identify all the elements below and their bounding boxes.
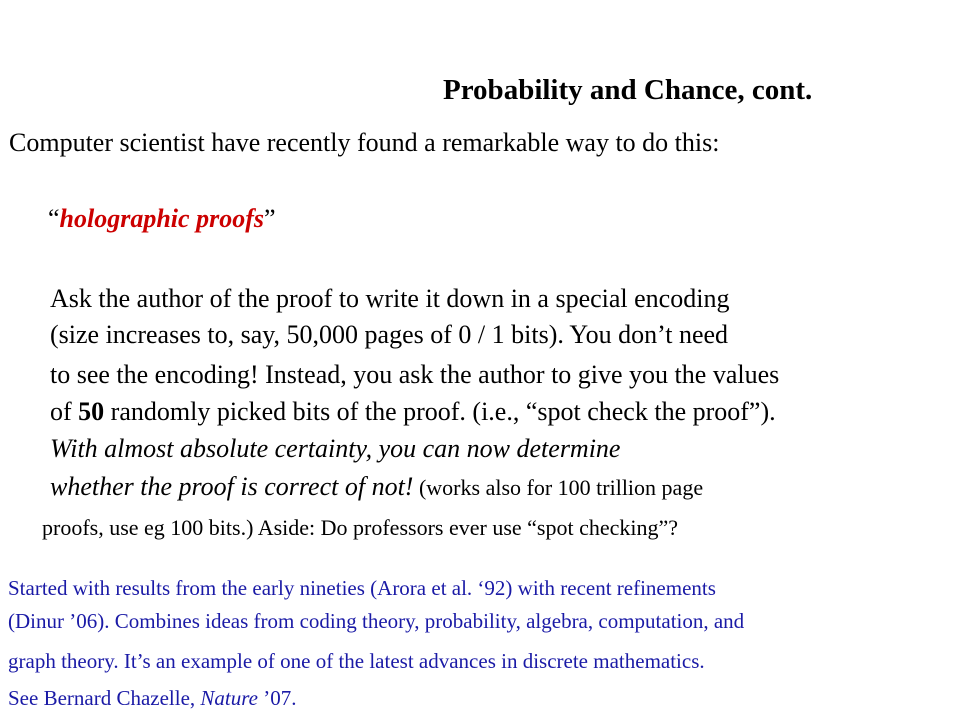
note-line-4-suffix: ’07. [257,686,297,710]
body-line-4-prefix: of [50,397,79,426]
holographic-term: holographic proofs [59,204,264,233]
open-quote: “ [48,204,60,233]
body-line-1: Ask the author of the proof to write it down in a special encoding [50,284,730,313]
body-line-5: With almost absolute certainty, you can now determine [50,434,621,463]
body-line-6-italic: whether the proof is correct of not! [50,472,414,501]
body-line-4-suffix: randomly picked bits of the proof. (i.e., “spot check the proof”). [104,397,776,426]
body-line-2: (size increases to, say, 50,000 pages of 0 / 1 bits). You don’t need [50,320,729,349]
body-line-4 [50,397,776,427]
note-line-3: graph theory. It’s an example of one of the latest advances in discrete mathematics. [8,649,705,673]
note-line-4-prefix: See Bernard Chazelle, [8,686,201,710]
body-line-6 [50,472,703,502]
note-line-2: (Dinur ’06). Combines ideas from coding theory, probability, algebra, computation, and [8,609,745,633]
journal-name: Nature [200,686,258,710]
note-line-1: Started with results from the early nineties (Arora et al. ‘92) with recent refinements [8,576,716,600]
note-line-4 [8,686,296,711]
body-line-7: proofs, use eg 100 bits.) Aside: Do professors ever use “spot checking”? [42,515,679,540]
intro-text: Computer scientist have recently found a remarkable way to do this: [9,128,720,157]
slide-title: Probability and Chance, cont. [443,74,813,106]
holographic-proofs-term [48,204,276,234]
body-line-6-small: (works also for 100 trillion page [413,475,704,500]
close-quote: ” [263,204,276,233]
bit-count: 50 [78,397,105,426]
body-line-3: to see the encoding! Instead, you ask the author to give you the values [50,360,780,389]
